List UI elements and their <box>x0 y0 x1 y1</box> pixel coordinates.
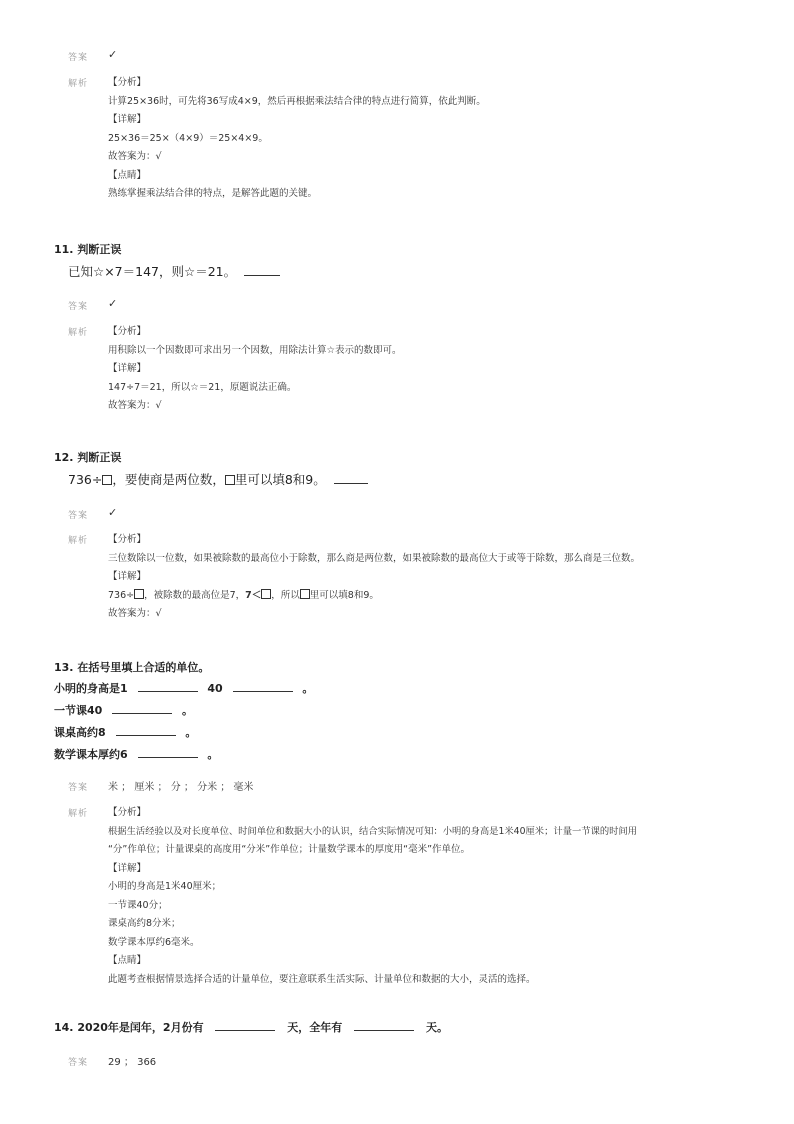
answer-blank <box>215 1019 275 1031</box>
analysis-line: 故答案为：√ <box>108 608 162 619</box>
analysis-label: 解析 <box>68 809 89 819</box>
answer-value: ✓ <box>108 506 118 519</box>
analysis-label: 解析 <box>68 536 89 546</box>
detail-text: ，所以 <box>271 589 300 601</box>
stem-text: 里可以填8和9。 <box>234 472 326 487</box>
analysis-block <box>108 804 637 989</box>
analysis-line: 【点睛】 <box>108 169 147 181</box>
analysis-block <box>108 531 640 624</box>
analysis-line: 【分析】 <box>108 807 147 818</box>
answer-blank <box>138 746 198 758</box>
analysis-line: 147÷7＝21，所以☆＝21，原题说法正确。 <box>108 381 297 393</box>
analysis-line: 熟练掌握乘法结合律的特点，是解答此题的关键。 <box>108 188 318 199</box>
answer-blank <box>354 1019 414 1031</box>
question-stem <box>68 262 280 280</box>
answer-blank <box>116 724 176 736</box>
analysis-line: 计算25×36时，可先将36写成4×9，然后再根据乘法结合律的特点进行简算，依此判断。 <box>108 95 486 107</box>
empty-box-icon <box>300 589 310 599</box>
analysis-block <box>108 323 402 416</box>
fill-line-height: 小明的身高是1 40 。 <box>54 682 314 695</box>
analysis-line: 小明的身高是1米40厘米； <box>108 881 222 892</box>
answer-label: 答案 <box>68 302 89 312</box>
empty-box-icon <box>102 475 112 485</box>
analysis-line: 【分析】 <box>108 77 147 88</box>
empty-box-icon <box>225 475 235 485</box>
analysis-line: 【详解】 <box>108 114 147 125</box>
analysis-line: “分”作单位；计量课桌的高度用“分米”作单位；计量数学课本的厚度用“毫米”作单位。 <box>108 844 471 855</box>
answer-label: 答案 <box>68 511 89 521</box>
analysis-line: 【分析】 <box>108 534 147 545</box>
answer-label: 答案 <box>68 783 89 793</box>
analysis-line: 一节课40分； <box>108 899 168 911</box>
answer-value: 米 ； 厘米 ； 分 ； 分米 ； 毫米 <box>108 782 254 793</box>
answer-blank <box>334 472 368 484</box>
analysis-line: 【分析】 <box>108 326 147 337</box>
analysis-line: 25×36＝25×（4×9）＝25×4×9。 <box>108 132 268 144</box>
empty-box-icon <box>134 589 144 599</box>
analysis-line: 数学课本厚约6毫米。 <box>108 936 200 948</box>
empty-box-icon <box>261 589 271 599</box>
analysis-line: 用积除以一个因数即可求出另一个因数，用除法计算☆表示的数即可。 <box>108 344 402 356</box>
question-title: 13. 在括号里填上合适的单位。 <box>54 661 210 674</box>
answer-blank <box>112 702 172 714</box>
analysis-line: 故答案为：√ <box>108 400 162 411</box>
analysis-line: 【详解】 <box>108 571 147 582</box>
stem-text: 736÷ <box>68 472 103 487</box>
analysis-line: 根据生活经验以及对长度单位、时间单位和数据大小的认识，结合实际情况可知：小明的身高是1米40厘米；计量一节课的时间用 <box>108 825 638 837</box>
analysis-line: 课桌高约8分米； <box>108 918 181 929</box>
analysis-line: 【点睛】 <box>108 955 147 966</box>
answer-value: ✓ <box>108 48 118 61</box>
stem-text: 已知☆×7＝147，则☆＝21。 <box>68 264 237 279</box>
fill-line-desk: 课桌高约8 。 <box>54 726 197 739</box>
stem-text: ，要使商是两位数， <box>112 472 225 487</box>
question-stem <box>68 470 368 488</box>
inequality: 7＜ <box>245 589 262 601</box>
analysis-detail-line <box>108 587 640 606</box>
question-title: 12. 判断正误 <box>54 451 122 464</box>
analysis-label: 解析 <box>68 79 89 89</box>
answer-label: 答案 <box>68 1058 89 1068</box>
analysis-label: 解析 <box>68 328 89 338</box>
question-title: 11. 判断正误 <box>54 243 122 256</box>
question-title: 14. 2020年是闰年，2月份有 天，全年有 天。 <box>54 1021 448 1034</box>
detail-text: 736÷ <box>108 589 135 601</box>
answer-blank <box>138 680 198 692</box>
answer-blank <box>244 264 280 276</box>
answer-value: 29 ； 366 <box>108 1057 157 1068</box>
fill-line-lesson: 一节课40 。 <box>54 704 193 717</box>
analysis-line: 此题考查根据情景选择合适的计量单位，要注意联系生活实际、计量单位和数据的大小，灵活的选择。 <box>108 973 536 985</box>
detail-text: 里可以填8和9。 <box>309 589 379 601</box>
analysis-line: 【详解】 <box>108 862 147 874</box>
analysis-block <box>108 74 486 204</box>
answer-value: ✓ <box>108 297 118 310</box>
fill-line-book: 数学课本厚约6 。 <box>54 748 219 761</box>
answer-label: 答案 <box>68 53 89 63</box>
analysis-line: 【详解】 <box>108 363 147 374</box>
analysis-line: 三位数除以一位数，如果被除数的最高位小于除数，那么商是两位数，如果被除数的最高位大于或等于除数，那么商是三位数。 <box>108 552 641 564</box>
analysis-line: 故答案为：√ <box>108 151 162 162</box>
answer-blank <box>233 680 293 692</box>
detail-text: ，被除数的最高位是7， <box>144 589 246 601</box>
